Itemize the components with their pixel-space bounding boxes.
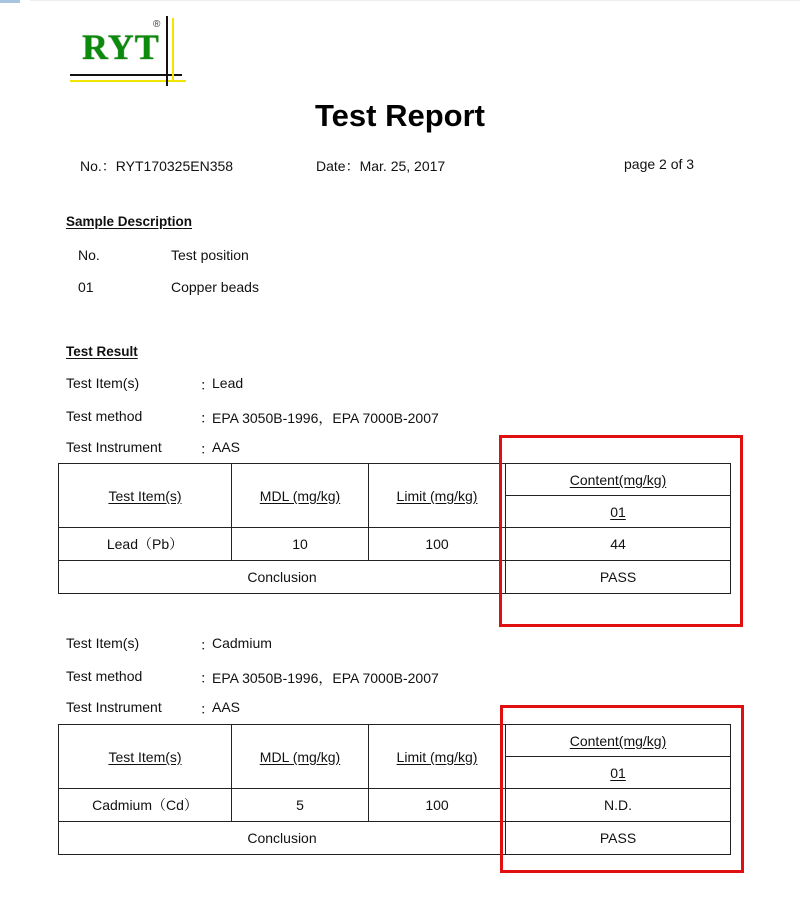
report-date: Date：Mar. 25, 2017 (316, 158, 446, 174)
test-item-label: Test Item(s) (66, 375, 140, 391)
conclusion-label: Conclusion (59, 561, 506, 594)
report-number: No.：RYT170325EN358 (80, 158, 234, 174)
page-indicator: page 2 of 3 (624, 156, 695, 172)
colon: ： (200, 377, 214, 393)
sample-position-value: Copper beads (171, 279, 259, 295)
test-method-value: EPA 3050B-1996，EPA 7000B-2007 (212, 670, 439, 686)
test-method-label: Test method (66, 408, 143, 424)
conclusion-label: Conclusion (59, 822, 506, 855)
cell-item: Cadmium（Cd） (59, 789, 232, 822)
header-mdl: MDL (mg/kg) (232, 464, 369, 528)
header-content: Content(mg/kg) (506, 464, 731, 496)
colon: ： (200, 410, 214, 426)
sample-col-no: No. (78, 247, 100, 263)
test-instrument-value: AAS (212, 699, 241, 715)
header-sample-no: 01 (506, 496, 731, 528)
cell-content: 44 (506, 528, 731, 561)
conclusion-value: PASS (506, 561, 731, 594)
cell-limit: 100 (369, 789, 506, 822)
header-mdl: MDL (mg/kg) (232, 725, 369, 789)
cell-mdl: 5 (232, 789, 369, 822)
sample-description-heading: Sample Description (66, 214, 193, 229)
page-title: Test Report (315, 98, 485, 133)
company-logo (68, 14, 188, 86)
colon: ： (200, 670, 214, 686)
logo-line (172, 18, 174, 82)
header-limit: Limit (mg/kg) (369, 464, 506, 528)
red-highlight-box (499, 435, 743, 627)
colon: ： (200, 441, 214, 457)
test-item-label: Test Item(s) (66, 635, 140, 651)
sample-no-value: 01 (78, 279, 94, 295)
header-sample-no: 01 (506, 757, 731, 789)
logo-line (70, 80, 186, 82)
red-highlight-box (500, 705, 744, 873)
cell-limit: 100 (369, 528, 506, 561)
colon: ： (200, 701, 214, 717)
cell-item: Lead（Pb） (59, 528, 232, 561)
test-item-value: Lead (212, 375, 244, 391)
test-method-label: Test method (66, 668, 143, 684)
header-test-item: Test Item(s) (59, 725, 232, 789)
test-instrument-value: AAS (212, 439, 241, 455)
cell-content: N.D. (506, 789, 731, 822)
test-method-value: EPA 3050B-1996，EPA 7000B-2007 (212, 410, 439, 426)
test-instrument-label: Test Instrument (66, 439, 162, 455)
test-result-heading: Test Result (66, 344, 138, 359)
cell-mdl: 10 (232, 528, 369, 561)
conclusion-value: PASS (506, 822, 731, 855)
top-border (30, 0, 800, 1)
registered-mark-icon: ® (153, 19, 161, 30)
header-content: Content(mg/kg) (506, 725, 731, 757)
header-test-item: Test Item(s) (59, 464, 232, 528)
header-limit: Limit (mg/kg) (369, 725, 506, 789)
logo-text: RYT (82, 27, 160, 67)
test-instrument-label: Test Instrument (66, 699, 162, 715)
sample-col-position: Test position (171, 247, 249, 263)
colon: ： (200, 637, 214, 653)
logo-line (166, 16, 168, 86)
corner-mark (0, 0, 20, 3)
test-item-value: Cadmium (212, 635, 272, 651)
